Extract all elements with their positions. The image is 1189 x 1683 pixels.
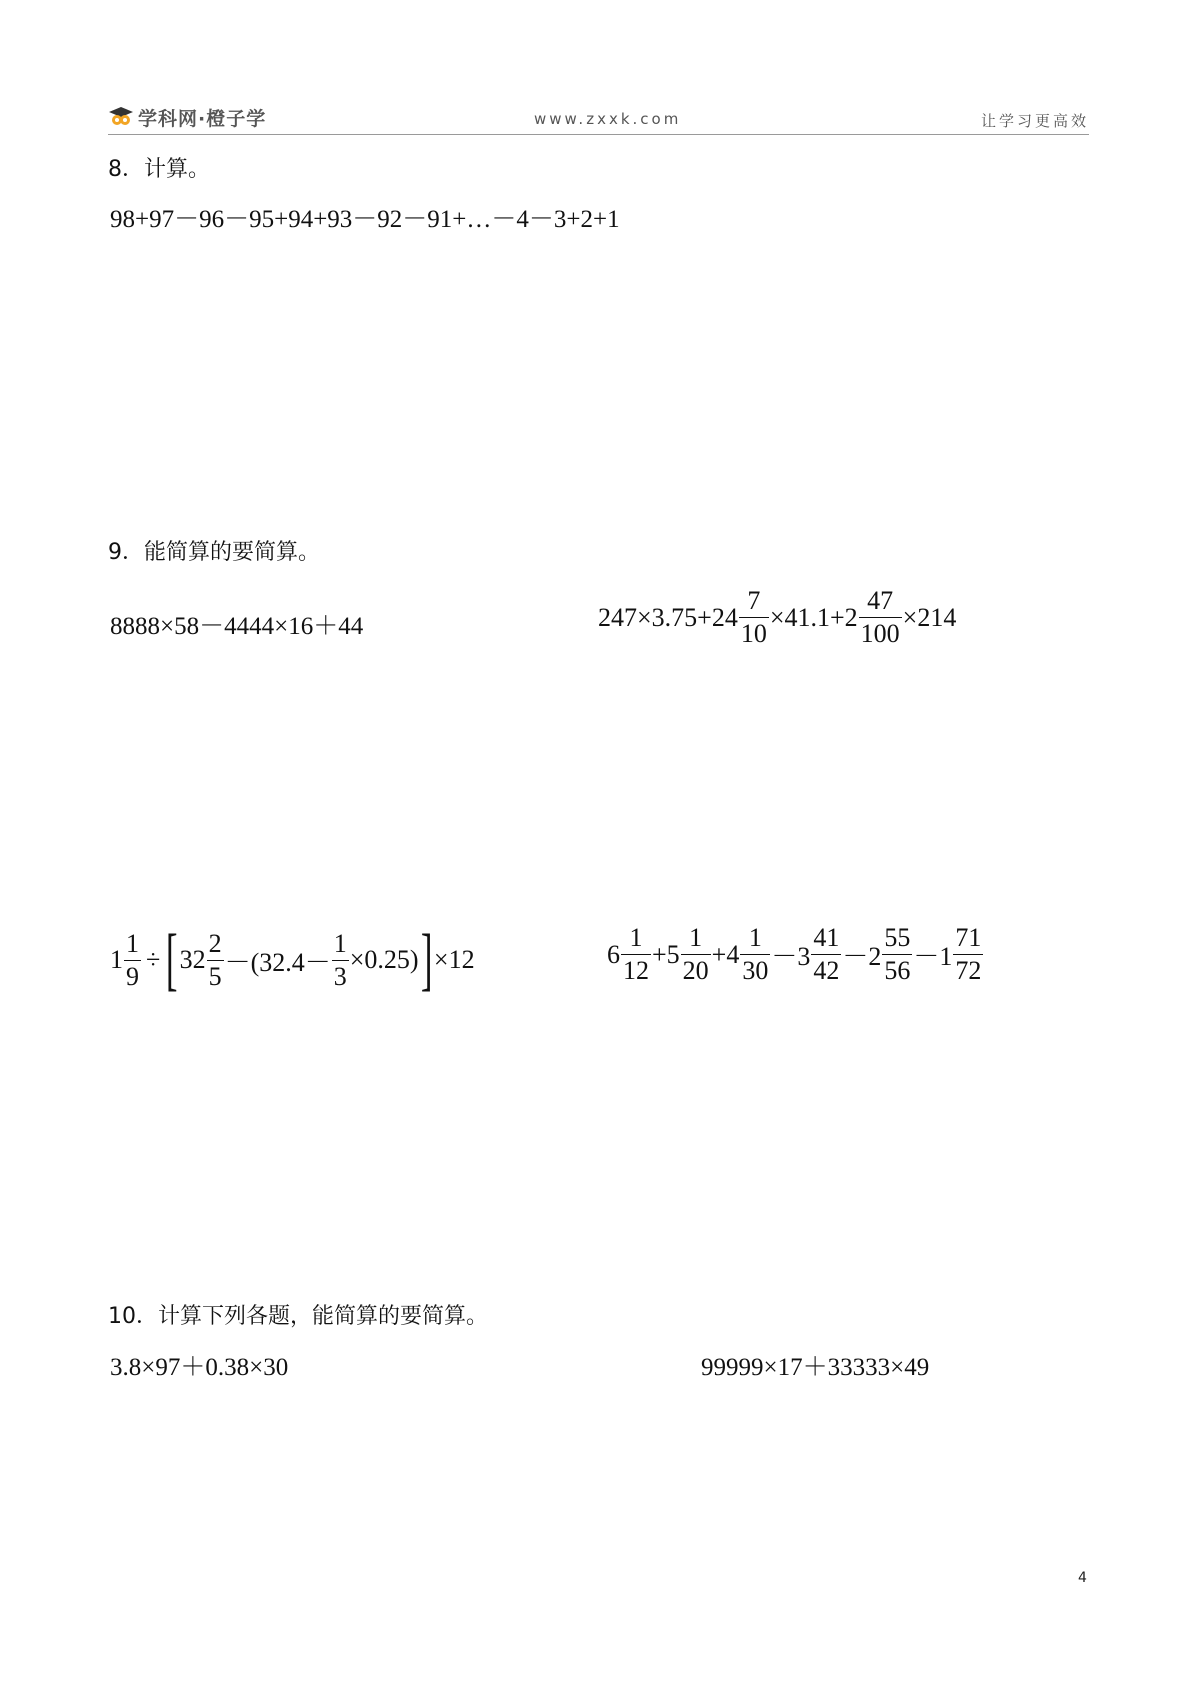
fraction xyxy=(207,928,224,991)
expr-part: 247×3.75+24 xyxy=(598,602,738,632)
expr-part: －1 xyxy=(913,942,953,971)
numerator: 1 xyxy=(629,923,643,952)
denominator: 5 xyxy=(208,961,222,991)
numerator: 47 xyxy=(867,586,894,615)
question-9-expression-1: 8888×58－4444×16＋44 xyxy=(110,613,364,640)
right-bracket: ] xyxy=(420,921,433,998)
expr-part: －3 xyxy=(771,942,811,971)
fraction xyxy=(882,925,912,984)
numerator: 55 xyxy=(884,923,911,952)
expr-part: ×12 xyxy=(433,945,475,974)
denominator: 72 xyxy=(955,956,982,985)
numerator: 41 xyxy=(813,923,840,952)
fraction xyxy=(859,588,902,647)
expr-part: ÷ xyxy=(146,945,161,974)
left-bracket: [ xyxy=(166,921,178,998)
expr-part: +5 xyxy=(652,939,680,969)
numerator: 1 xyxy=(333,928,347,958)
denominator: 42 xyxy=(813,956,840,985)
expr-part: －2 xyxy=(842,942,882,971)
fraction xyxy=(621,925,651,984)
slogan: 让学习更高效 xyxy=(980,112,1089,130)
fraction xyxy=(124,928,141,991)
mortarboard-icon xyxy=(108,106,134,128)
expr-part: +4 xyxy=(711,939,740,969)
numerator: 1 xyxy=(126,928,139,958)
expr-part: 1 xyxy=(110,945,123,974)
fraction xyxy=(681,925,711,984)
denominator: 56 xyxy=(884,956,911,985)
expr-part: 6 xyxy=(607,939,620,969)
numerator: 71 xyxy=(955,923,982,952)
expr-part: 32 xyxy=(179,945,206,974)
numerator: 1 xyxy=(689,923,703,952)
fraction xyxy=(739,588,769,647)
fraction xyxy=(740,925,770,984)
logo xyxy=(108,104,266,130)
fraction xyxy=(953,925,983,984)
logo-text: 学科网·橙子学 xyxy=(138,107,267,130)
expr-part: ×41.1+2 xyxy=(769,602,858,632)
page-header xyxy=(108,100,1089,135)
page-number: 4 xyxy=(1078,1570,1087,1586)
question-8-title: 8．计算。 xyxy=(108,157,210,182)
denominator: 9 xyxy=(126,961,139,991)
denominator: 100 xyxy=(860,619,900,648)
denominator: 20 xyxy=(682,956,709,985)
question-10-expression-2: 99999×17＋33333×49 xyxy=(701,1354,930,1381)
denominator: 10 xyxy=(740,619,767,648)
question-9-title: 9．能简算的要简算。 xyxy=(108,540,320,565)
question-9-expression-2 xyxy=(598,588,956,647)
denominator: 3 xyxy=(333,961,347,991)
question-9-expression-4 xyxy=(607,925,984,984)
expr-part: －(32.4－ xyxy=(224,947,331,977)
expr-part: ×0.25) xyxy=(349,945,419,974)
question-9-expression-3 xyxy=(110,921,475,998)
question-10-title: 10．计算下列各题，能简算的要简算。 xyxy=(108,1304,488,1329)
expr-part: ×214 xyxy=(902,602,957,632)
site-url: www.zxxk.com xyxy=(534,110,682,128)
numerator: 2 xyxy=(208,928,222,958)
denominator: 30 xyxy=(742,956,769,985)
denominator: 12 xyxy=(623,956,649,985)
question-8-expression: 98+97－96－95+94+93－92－91+…－4－3+2+1 xyxy=(110,206,620,233)
fraction xyxy=(811,925,841,984)
numerator: 7 xyxy=(747,586,761,615)
fraction xyxy=(332,928,349,991)
numerator: 1 xyxy=(748,923,762,952)
question-10-expression-1: 3.8×97＋0.38×30 xyxy=(110,1354,289,1381)
